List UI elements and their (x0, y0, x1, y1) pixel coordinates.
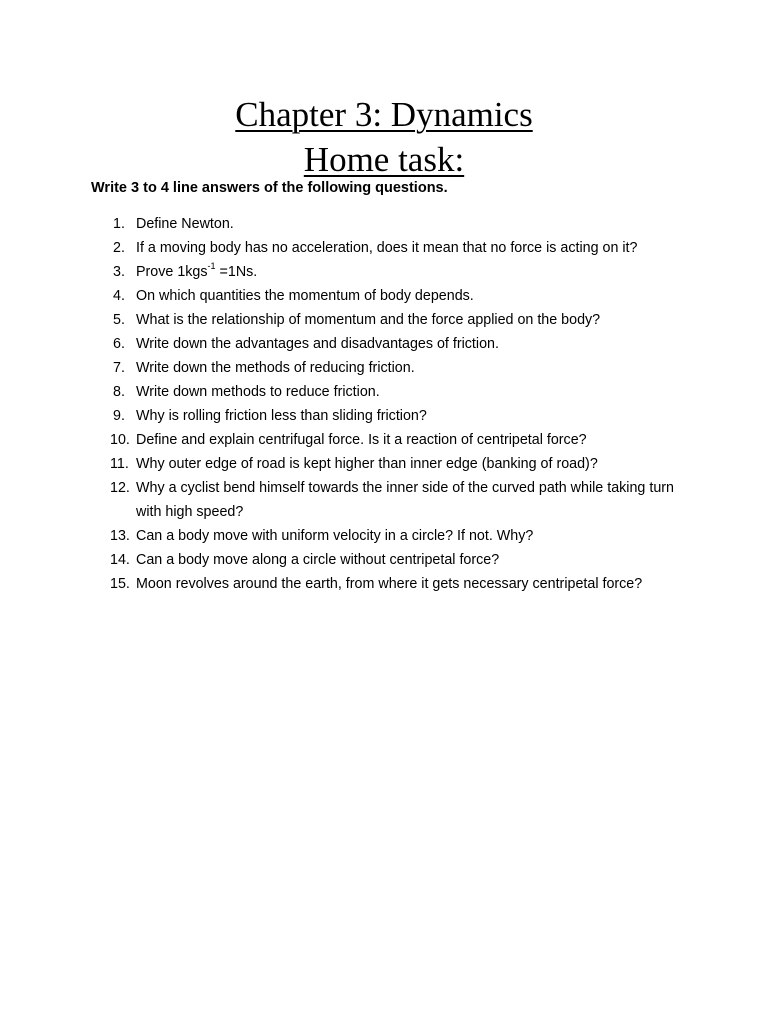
question-text: Why a cyclist bend himself towards the inner side of the curved path while taking turn with high speed? (136, 480, 674, 520)
question-text: On which quantities the momentum of body depends. (136, 288, 474, 304)
question-item-13 (0, 524, 696, 548)
question-item-11 (0, 452, 696, 476)
question-list (0, 212, 768, 596)
question-number: 9. (113, 408, 125, 424)
question-item-2 (0, 236, 696, 260)
question-number: 13. (110, 528, 130, 544)
question-text-before: Prove 1kgs (136, 264, 208, 280)
question-item-12 (0, 476, 696, 524)
question-item-4 (0, 284, 696, 308)
question-text: Why outer edge of road is kept higher than inner edge (banking of road)? (136, 456, 598, 472)
question-text: Why is rolling friction less than sliding friction? (136, 408, 427, 424)
question-text: Write down methods to reduce friction. (136, 384, 380, 400)
question-text: If a moving body has no acceleration, does it mean that no force is acting on it? (136, 240, 638, 256)
question-number: 5. (113, 312, 125, 328)
question-number: 15. (110, 576, 130, 592)
question-text-after: =1Ns. (215, 264, 258, 280)
question-text: Define and explain centrifugal force. Is it a reaction of centripetal force? (136, 432, 587, 448)
question-text (136, 261, 258, 280)
question-item-5 (0, 308, 696, 332)
question-number: 7. (113, 360, 125, 376)
question-text: Write down the methods of reducing friction. (136, 360, 415, 376)
superscript-exponent: -1 (207, 261, 216, 272)
chapter-title: Chapter 3: Dynamics (235, 95, 533, 134)
instruction-text: Write 3 to 4 line answers of the following questions. (91, 180, 448, 196)
question-text: Write down the advantages and disadvantages of friction. (136, 336, 499, 352)
question-number: 12. (110, 480, 130, 496)
question-number: 2. (113, 240, 125, 256)
question-number: 14. (110, 552, 130, 568)
question-item-9 (0, 404, 696, 428)
home-task-heading: Home task: (303, 140, 465, 179)
question-text: Moon revolves around the earth, from where it gets necessary centripetal force? (136, 576, 643, 592)
question-number: 1. (113, 216, 125, 232)
question-text: Define Newton. (136, 216, 234, 232)
question-number: 4. (113, 288, 125, 304)
question-text: What is the relationship of momentum and the force applied on the body? (136, 312, 601, 328)
question-item-7 (0, 356, 696, 380)
question-item-3 (0, 260, 696, 284)
question-number: 8. (113, 384, 125, 400)
question-item-14 (0, 548, 696, 572)
question-number: 3. (113, 264, 125, 280)
question-number: 6. (113, 336, 125, 352)
question-item-1 (0, 212, 696, 236)
question-text: Can a body move with uniform velocity in a circle? If not. Why? (136, 528, 534, 544)
question-item-6 (0, 332, 696, 356)
question-text: Can a body move along a circle without centripetal force? (136, 552, 500, 568)
question-number: 11. (110, 456, 129, 472)
question-item-8 (0, 380, 696, 404)
question-number: 10. (110, 432, 130, 448)
question-item-15 (0, 572, 696, 596)
question-item-10 (0, 428, 696, 452)
